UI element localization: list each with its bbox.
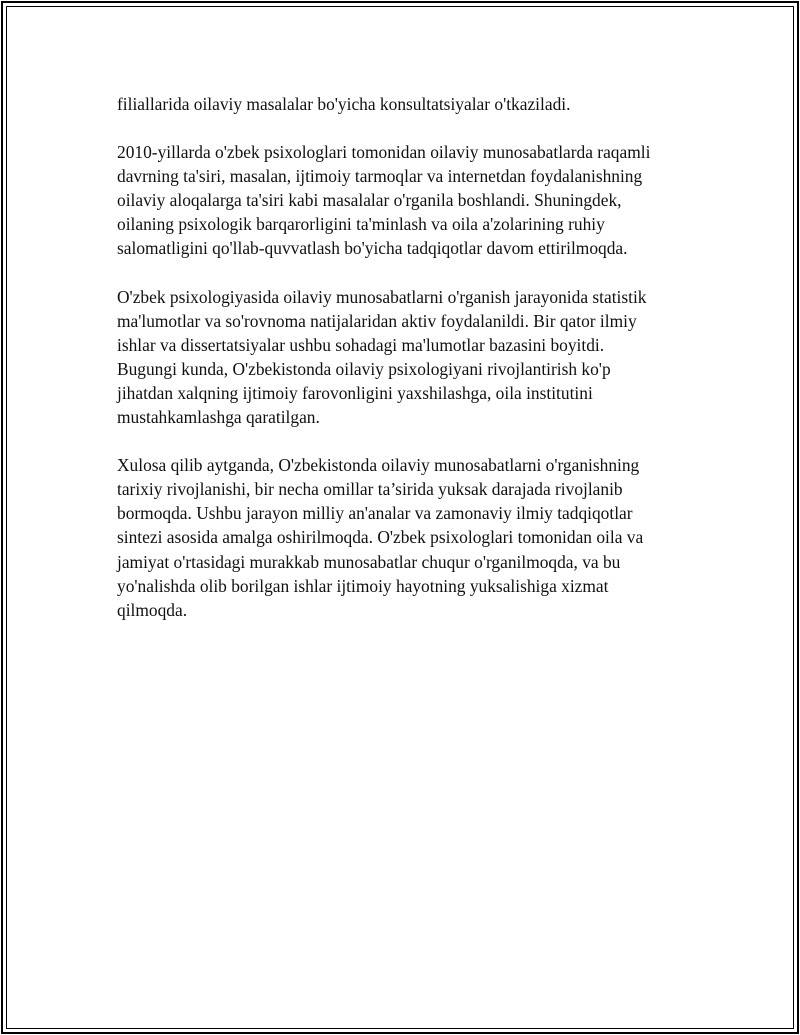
document-body	[117, 92, 692, 646]
text-line: O'zbek psixologiyasida oilaviy munosabatlarni o'rganish jarayonida statistik	[117, 286, 647, 307]
paragraph-3	[117, 285, 692, 430]
text-line: mustahkamlashga qaratilgan.	[117, 407, 320, 428]
text-line: yo'nalishda olib borilgan ishlar ijtimoiy hayotning yuksalishiga xizmat	[117, 575, 609, 596]
text-line: jamiyat o'rtasidagi murakkab munosabatlar chuqur o'rganilmoqda, va bu	[117, 551, 621, 572]
text-line: oilaviy aloqalarga ta'siri kabi masalalar o'rganila boshlandi. Shuningdek,	[117, 190, 622, 211]
text-line: qilmoqda.	[117, 599, 188, 620]
text-line: sintezi asosida amalga oshirilmoqda. O'zbek psixologlari tomonidan oila va	[117, 527, 644, 548]
text-line: 2010-yillarda o'zbek psixologlari tomonidan oilaviy munosabatlarda raqamli	[117, 142, 651, 163]
text-line: tarixiy rivojlanishi, bir necha omillar ta’sirida yuksak darajada rivojlanib	[117, 479, 623, 500]
text-line: oilaning psixologik barqarorligini ta'minlash va oila a'zolarining ruhiy	[117, 214, 605, 235]
text-line: salomatligini qo'llab-quvvatlash bo'yicha tadqiqotlar davom ettirilmoqda.	[117, 238, 628, 259]
text-line: ma'lumotlar va so'rovnoma natijalaridan aktiv foydalanildi. Bir qator ilmiy	[117, 310, 637, 331]
paragraph-2	[117, 140, 692, 260]
text-line: Bugungi kunda, O'zbekistonda oilaviy psixologiyani rivojlantirish ko'p	[117, 358, 611, 379]
text-line: filiallarida oilaviy masalalar bo'yicha konsultatsiyalar o'tkaziladi.	[117, 94, 571, 114]
text-line: bormoqda. Ushbu jarayon milliy an'analar va zamonaviy ilmiy tadqiqotlar	[117, 503, 633, 524]
text-line: Xulosa qilib aytganda, O'zbekistonda oilaviy munosabatlarni o'rganishning	[117, 455, 640, 476]
text-line: jihatdan xalqning ijtimoiy farovonligini yaxshilashga, oila institutini	[117, 382, 593, 403]
paragraph-4	[117, 453, 692, 622]
text-line: davrning ta'siri, masalan, ijtimoiy tarmoqlar va internetdan foydalanishning	[117, 166, 643, 187]
paragraph-1	[117, 92, 692, 116]
text-line: ishlar va dissertatsiyalar ushbu sohadagi ma'lumotlar bazasini boyitdi.	[117, 334, 605, 355]
